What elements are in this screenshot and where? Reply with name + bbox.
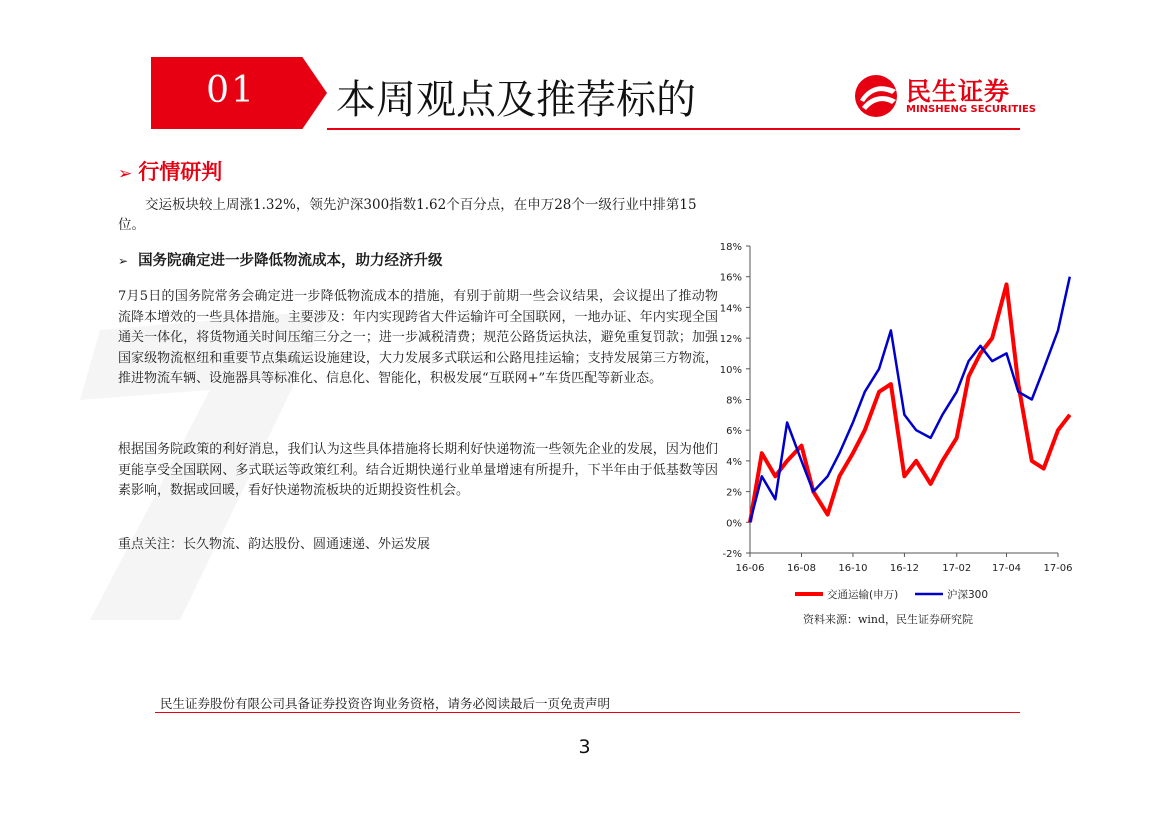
- logo-name-en: MINSHENG SECURITIES: [906, 104, 1036, 115]
- y-tick-label: 14%: [719, 303, 742, 315]
- footer-disclaimer: 民生证券股份有限公司具备证券投资咨询业务资格，请务必阅读最后一页免责声明: [160, 696, 611, 711]
- footer-divider: [155, 712, 1020, 713]
- section-heading: [118, 156, 222, 186]
- y-tick-label: 8%: [726, 395, 742, 407]
- x-tick-label: 17-02: [942, 563, 972, 574]
- subsection-heading: [118, 249, 443, 270]
- header-divider: [327, 128, 1020, 130]
- market-summary-paragraph: 交运板块较上周涨1.32%，领先沪深300指数1.62个百分点，在申万28个一级行业中排第15位。: [118, 197, 697, 233]
- line-chart-svg: [700, 235, 1080, 630]
- legend-label: 交通运输(申万): [827, 589, 899, 601]
- body-paragraph: 7月5日的国务院常务会确定进一步降低物流成本的措施，有别于前期一些会议结果，会议提出了推动物流降本增效的一些具体措施。主要涉及：年内实现跨省大件运输许可全国联网，一地办证、年内实现全国通关一体化，将货物通关时间压缩三分之一；进一步减税清费；规范公路货运执法，避免重复罚款；加强国家级物流枢纽和重要节点集疏运设施建设，大力发展多式联运和公路甩挂运输；支持发展第三方物流，推进物流车辆、设施器具等标准化、信息化、智能化，积极发展“互联网+”车货匹配等新业态。: [118, 289, 718, 386]
- x-tick-label: 17-06: [1043, 563, 1073, 574]
- y-tick-label: 10%: [719, 364, 742, 376]
- y-tick-label: 0%: [726, 518, 742, 530]
- key-focus-paragraph: 重点关注：长久物流、韵达股份、圆通速递、外运发展: [118, 537, 431, 552]
- page-title: 本周观点及推荐标的: [336, 77, 696, 123]
- body-paragraph: 根据国务院政策的利好消息，我们认为这些具体措施将长期利好快递物流一些领先企业的发展，因为他们更能享受全国联网、多式联运等政策红利。结合近期快递行业单量增速有所提升，下半年由于低基数等因素影响，数据或回暖，看好快递物流板块的近期投资性机会。: [118, 442, 718, 498]
- y-tick-label: 2%: [726, 487, 742, 499]
- y-tick-label: 6%: [726, 426, 742, 438]
- section-heading-text: 行情研判: [138, 160, 223, 184]
- x-tick-label: 16-06: [735, 563, 765, 574]
- performance-chart: [700, 235, 1080, 630]
- x-tick-label: 17-04: [991, 563, 1022, 574]
- logo-name-cn: 民生证券: [906, 77, 1011, 106]
- arrow-bullet-icon: ➢: [118, 254, 129, 268]
- legend-label: 沪深300: [947, 589, 989, 601]
- y-tick-label: 16%: [719, 272, 742, 284]
- y-tick-label: 12%: [719, 334, 742, 346]
- page-number: 3: [578, 736, 591, 758]
- y-tick-label: -2%: [722, 549, 742, 560]
- x-tick-label: 16-10: [838, 563, 868, 574]
- x-tick-label: 16-12: [889, 563, 919, 574]
- subsection-heading-text: 国务院确定进一步降低物流成本，助力经济升级: [138, 252, 443, 269]
- series-line-transport: [750, 284, 1070, 522]
- section-number: 01: [206, 70, 256, 111]
- y-tick-label: 4%: [726, 456, 742, 468]
- y-tick-label: 18%: [719, 242, 742, 253]
- x-tick-label: 16-08: [786, 563, 817, 574]
- arrow-bullet-icon: ➢: [118, 164, 133, 184]
- chart-source-note: 资料来源：wind，民生证券研究院: [803, 613, 974, 626]
